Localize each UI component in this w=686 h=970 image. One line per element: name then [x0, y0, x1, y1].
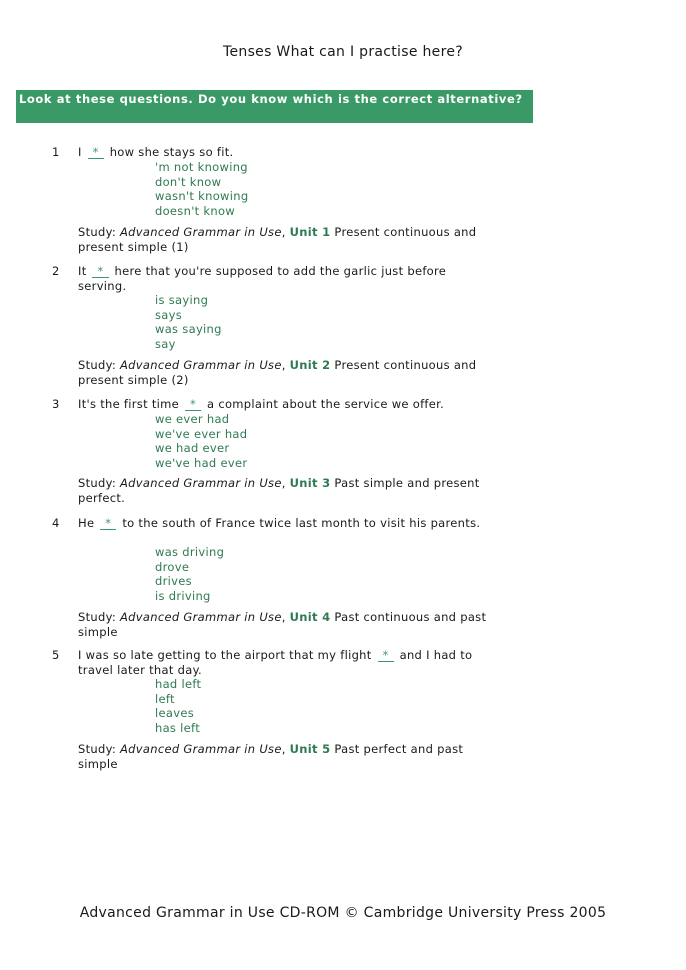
- unit-topic: Past continuous and past simple: [78, 610, 487, 639]
- question-number: 5: [52, 648, 60, 662]
- study-reference: [78, 610, 488, 640]
- study-reference: [78, 358, 488, 388]
- question-after: a complaint about the service we offer.: [207, 397, 445, 411]
- study-prefix: Study:: [78, 610, 117, 624]
- question-before: It: [78, 264, 87, 278]
- page-title: Tenses What can I practise here?: [223, 44, 463, 60]
- option[interactable]: we've had ever: [155, 455, 248, 470]
- study-prefix: Study:: [78, 358, 117, 372]
- answer-options: [155, 293, 222, 351]
- study-reference: [78, 476, 488, 506]
- answer-options: [155, 412, 247, 470]
- question-number: 4: [52, 516, 60, 530]
- option[interactable]: don't know: [155, 174, 222, 189]
- option[interactable]: was saying: [155, 322, 222, 336]
- book-title: Advanced Grammar in Use: [120, 476, 282, 490]
- question-number: 2: [52, 264, 60, 278]
- question-text: [78, 145, 478, 160]
- question-number: 3: [52, 397, 60, 411]
- answer-gap[interactable]: *: [88, 147, 104, 159]
- book-title: Advanced Grammar in Use: [120, 358, 282, 372]
- answer-options: [155, 545, 224, 603]
- option[interactable]: was driving: [155, 545, 225, 559]
- option[interactable]: has left: [155, 720, 201, 735]
- answer-options: [155, 677, 201, 735]
- book-title: Advanced Grammar in Use: [120, 610, 282, 624]
- comma: ,: [281, 358, 286, 372]
- answer-gap[interactable]: *: [378, 650, 394, 662]
- comma: ,: [281, 610, 286, 624]
- comma: ,: [281, 742, 286, 756]
- answer-gap[interactable]: *: [100, 518, 116, 530]
- option[interactable]: leaves: [155, 706, 194, 720]
- option[interactable]: drove: [155, 559, 190, 574]
- unit-topic: Past simple and present perfect.: [78, 476, 480, 505]
- unit-link[interactable]: Unit 5: [289, 742, 331, 756]
- option[interactable]: is saying: [155, 293, 209, 307]
- unit-topic: Past perfect and past simple: [78, 742, 464, 771]
- option[interactable]: says: [155, 307, 183, 322]
- question-before: It's the first time: [78, 397, 180, 411]
- question-after: here that you're supposed to add the garlic just before serving.: [78, 264, 447, 293]
- option[interactable]: wasn't knowing: [155, 189, 249, 203]
- option[interactable]: 'm not knowing: [155, 160, 248, 174]
- unit-link[interactable]: Unit 2: [289, 358, 331, 372]
- question-text: [78, 397, 478, 412]
- question-after: to the south of France twice last month to visit his parents.: [122, 516, 481, 530]
- question-before: He: [78, 516, 95, 530]
- option[interactable]: doesn't know: [155, 203, 236, 218]
- question-text: [78, 516, 498, 531]
- question-after: how she stays so fit.: [109, 145, 234, 159]
- question-after: and I had to travel later that day.: [78, 648, 473, 677]
- instructions-banner: Look at these questions. Do you know which is the correct alternative?: [16, 90, 533, 123]
- answer-gap[interactable]: *: [185, 399, 201, 411]
- option[interactable]: say: [155, 336, 176, 351]
- question-before: I: [78, 145, 82, 159]
- question-before: I was so late getting to the airport that my flight: [78, 648, 372, 662]
- unit-link[interactable]: Unit 3: [289, 476, 331, 490]
- study-reference: [78, 742, 488, 772]
- question-text: [78, 648, 478, 677]
- study-reference: [78, 225, 488, 255]
- answer-gap[interactable]: *: [92, 266, 108, 278]
- comma: ,: [281, 476, 286, 490]
- unit-link[interactable]: Unit 4: [289, 610, 331, 624]
- option[interactable]: had left: [155, 677, 202, 691]
- copyright-footer: Advanced Grammar in Use CD-ROM © Cambridge University Press 2005: [79, 905, 607, 921]
- study-prefix: Study:: [78, 742, 117, 756]
- question-number: 1: [52, 145, 60, 159]
- study-prefix: Study:: [78, 476, 117, 490]
- study-prefix: Study:: [78, 225, 117, 239]
- unit-topic: Present continuous and present simple (1): [78, 225, 477, 254]
- unit-link[interactable]: Unit 1: [289, 225, 331, 239]
- option[interactable]: we've ever had: [155, 426, 248, 441]
- comma: ,: [281, 225, 286, 239]
- answer-options: [155, 160, 248, 218]
- book-title: Advanced Grammar in Use: [120, 742, 282, 756]
- option[interactable]: is driving: [155, 588, 211, 603]
- option[interactable]: we had ever: [155, 441, 230, 455]
- question-text: [78, 264, 458, 293]
- book-title: Advanced Grammar in Use: [120, 225, 282, 239]
- option[interactable]: drives: [155, 574, 192, 588]
- option[interactable]: left: [155, 691, 175, 706]
- option[interactable]: we ever had: [155, 412, 230, 426]
- unit-topic: Present continuous and present simple (2): [78, 358, 477, 387]
